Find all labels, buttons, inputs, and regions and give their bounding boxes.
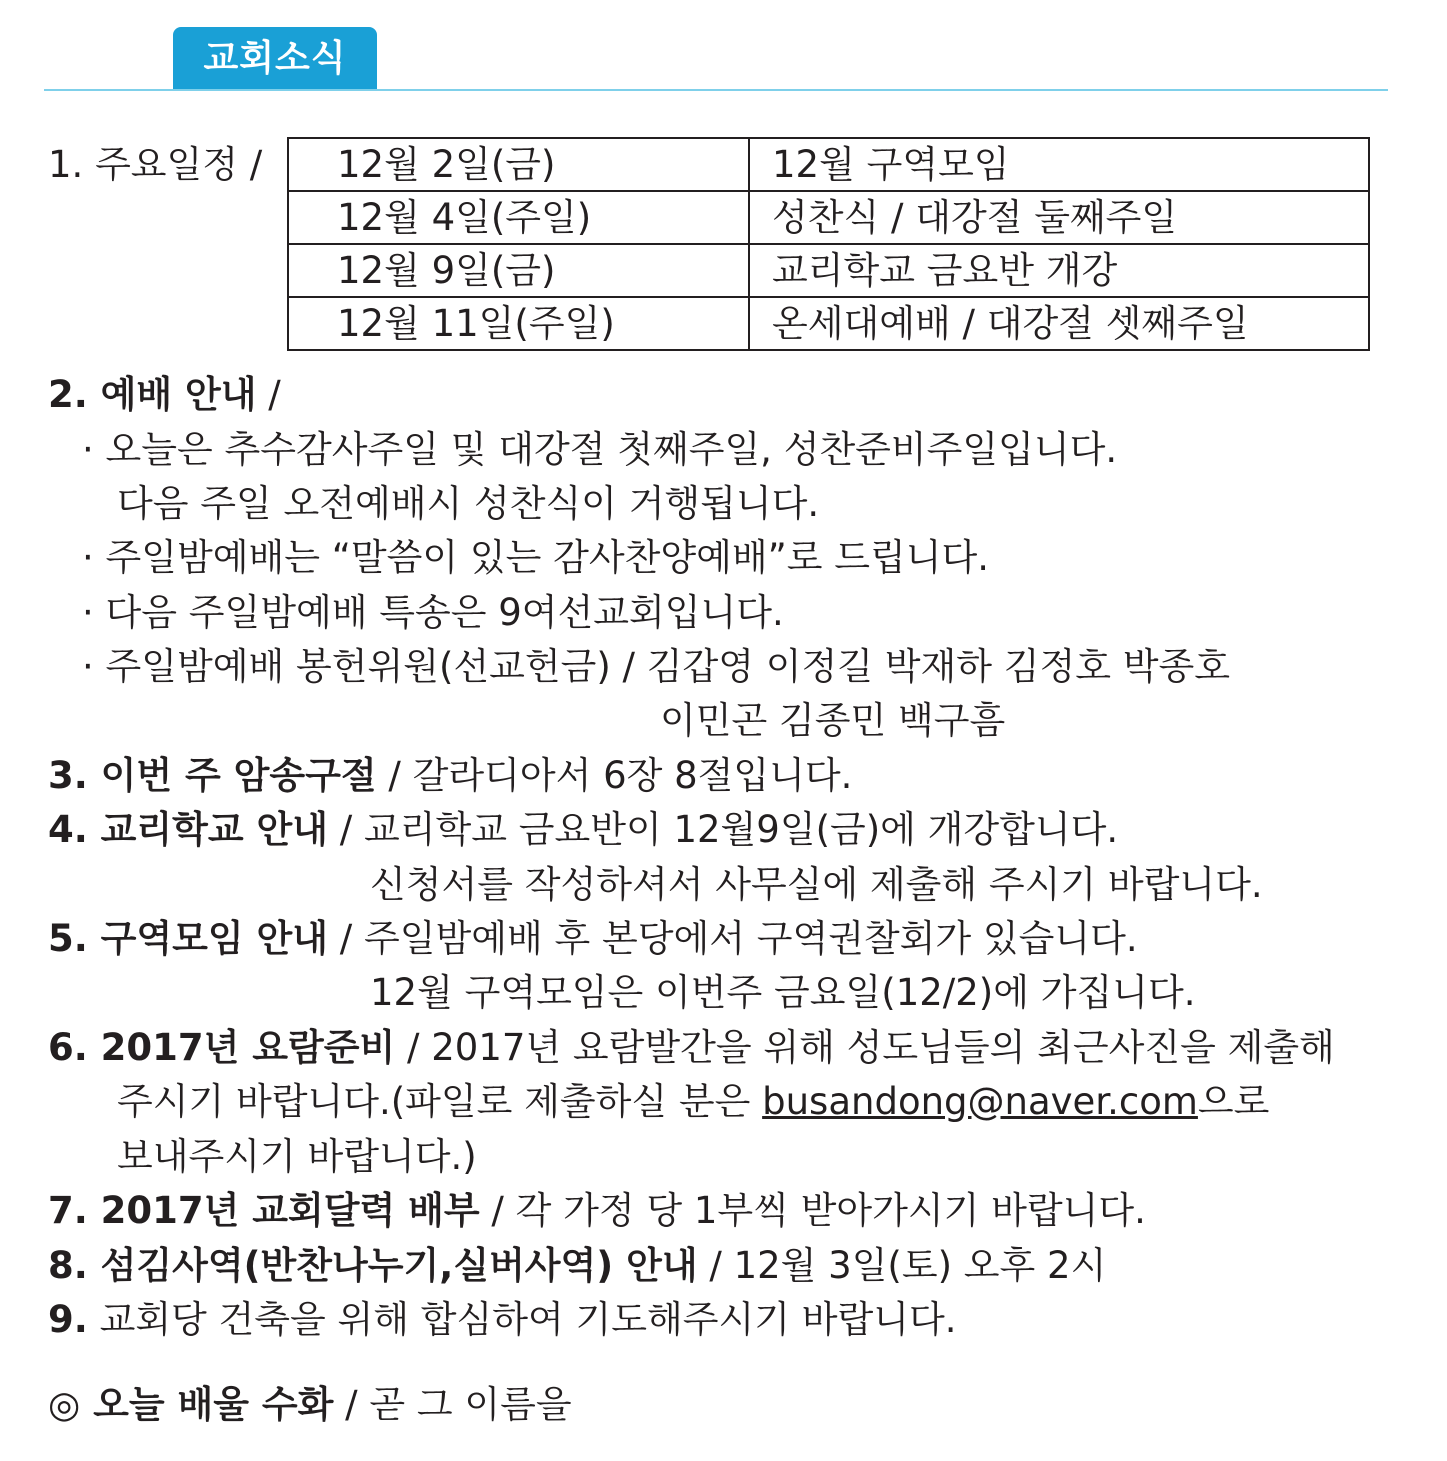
schedule-date: 12월 9일(금) [288,244,749,297]
schedule-table [287,137,1370,351]
worship-line: 이민곤 김종민 백구흠 [660,699,1006,742]
schedule-date: 12월 2일(금) [288,138,749,191]
service-notice [48,1239,1106,1293]
worship-heading [48,368,281,422]
calendar-text: / 각 가정 당 1부씩 받아가시기 바랍니다. [479,1189,1146,1232]
directory-line2-tail: 으로 [1197,1080,1270,1123]
email-link[interactable]: busandong@naver.com [762,1080,1198,1123]
district-title: 5. 구역모임 안내 [48,917,329,960]
directory-line2 [117,1075,1269,1129]
catechism-notice [48,803,1118,857]
prayer-notice [48,1293,956,1347]
memory-verse-text: / 갈라디아서 6장 8절입니다. [376,754,853,797]
worship-line: · 주일밤예배 봉헌위원(선교헌금) / 김갑영 이정길 박재하 김정호 박종호 [82,645,1230,688]
schedule-date: 12월 11일(주일) [288,297,749,350]
directory-line2-text: 주시기 바랍니다.(파일로 제출하실 분은 [117,1080,763,1123]
table-row [288,191,1369,244]
memory-verse [48,749,852,803]
catechism-line2: 신청서를 작성하셔서 사무실에 제출해 주시기 바랍니다. [370,863,1263,906]
table-row [288,244,1369,297]
header-divider [44,89,1388,91]
service-text: / 12월 3일(토) 오후 2시 [697,1244,1107,1287]
schedule-event: 교리학교 금요반 개강 [749,244,1369,297]
section-tab-title: 교회소식 [173,27,377,90]
table-row [288,297,1369,350]
district-notice [48,912,1138,966]
directory-text: / 2017년 요람발간을 위해 성도님들의 최근사진을 제출해 [395,1026,1335,1069]
worship-line: · 주일밤예배는 “말씀이 있는 감사찬양예배”로 드립니다. [82,536,989,579]
sign-language-title: ◎ 오늘 배울 수화 [48,1383,334,1426]
catechism-text: / 교리학교 금요반이 12월9일(금)에 개강합니다. [328,808,1119,851]
schedule-event: 성찬식 / 대강절 둘째주일 [749,191,1369,244]
sign-language-notice [48,1378,572,1432]
prayer-number: 9. [48,1298,88,1341]
schedule-label: 1. 주요일정 / [48,143,263,186]
directory-notice [48,1021,1335,1075]
worship-line: · 다음 주일밤예배 특송은 9여선교회입니다. [82,591,784,634]
calendar-notice [48,1184,1146,1238]
table-row [288,138,1369,191]
memory-verse-title: 3. 이번 주 암송구절 [48,754,377,797]
sign-language-text: / 곧 그 이름을 [333,1383,572,1426]
worship-title: 2. 예배 안내 [48,373,257,416]
worship-line: · 오늘은 추수감사주일 및 대강절 첫째주일, 성찬준비주일입니다. [82,428,1118,471]
directory-title: 6. 2017년 요람준비 [48,1026,396,1069]
schedule-date: 12월 4일(주일) [288,191,749,244]
district-line2: 12월 구역모임은 이번주 금요일(12/2)에 가집니다. [370,971,1196,1014]
schedule-event: 12월 구역모임 [749,138,1369,191]
district-text: / 주일밤예배 후 본당에서 구역권찰회가 있습니다. [328,917,1138,960]
schedule-event: 온세대예배 / 대강절 셋째주일 [749,297,1369,350]
calendar-title: 7. 2017년 교회달력 배부 [48,1189,480,1232]
directory-line3: 보내주시기 바랍니다.) [117,1135,477,1178]
catechism-title: 4. 교리학교 안내 [48,808,329,851]
worship-line: 다음 주일 오전예배시 성찬식이 거행됩니다. [117,482,820,525]
prayer-text: 교회당 건축을 위해 합심하여 기도해주시기 바랍니다. [87,1298,957,1341]
separator: / [256,373,281,416]
service-title: 8. 섬김사역(반찬나누기,실버사역) 안내 [48,1244,698,1287]
